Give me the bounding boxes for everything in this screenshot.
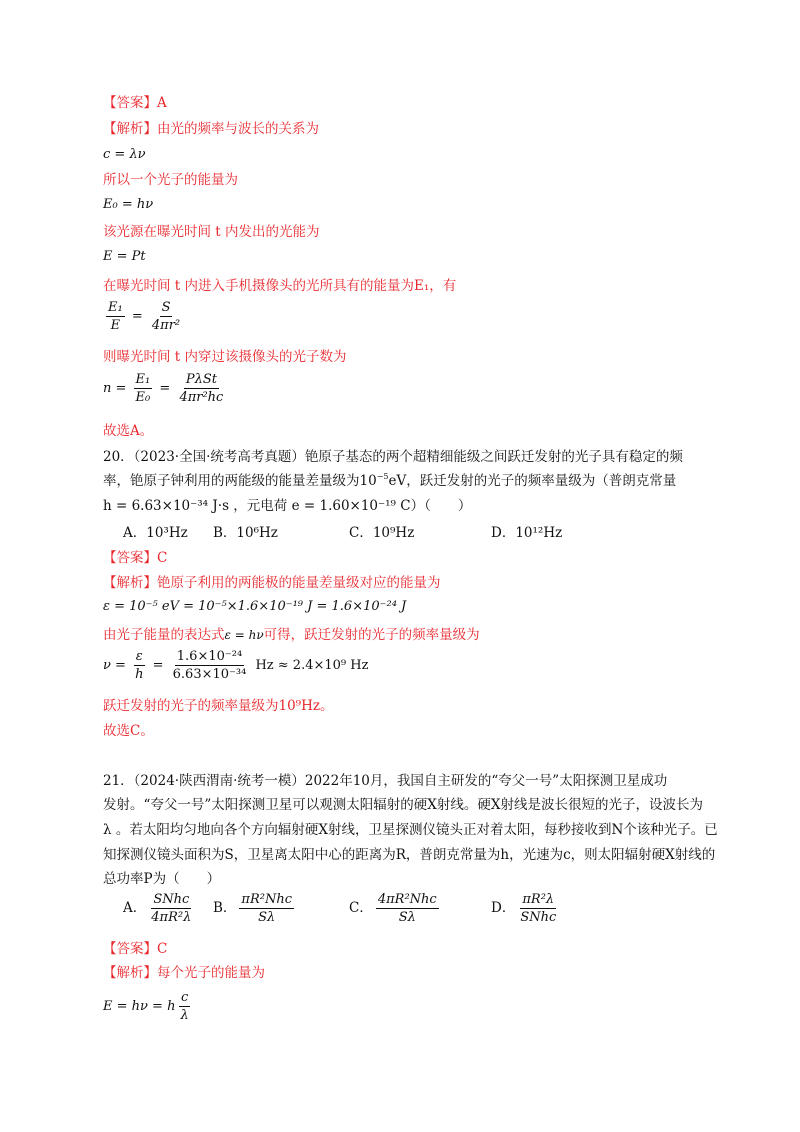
- q20-analysis: [103, 574, 441, 592]
- q20-stem-line1: 20．（2023·全国·统考高考真题）铯原子基态的两个超精细能级之间跃迁发射的光子具有稳定的频: [103, 449, 683, 465]
- fraction: $\frac{\text{πR²λ}}{\text{SNhc}}$: [520, 892, 557, 925]
- q20-option-b: B．10⁶Hz: [213, 525, 278, 541]
- q21-option-b: B． $\frac{\text{πR²Nhc}}{S\lambda}$: [213, 892, 292, 925]
- q21-option-d: D． $\frac{\text{πR²λ}}{\text{SNhc}}$: [491, 892, 557, 925]
- q21-stem-line1: 21．（2024·陕西渭南·统考一模）2022年10月，我国自主研发的“夸父一号”太阳探测卫星成功: [103, 773, 668, 789]
- q21-analysis: [103, 964, 265, 982]
- fraction: $\frac{\text{πR²Nhc}}{S\lambda}$: [241, 892, 292, 925]
- q20-option-d: D．10¹²Hz: [491, 525, 563, 541]
- q19-analysis: [103, 120, 319, 138]
- q20-option-c: C．10⁹Hz: [349, 525, 415, 541]
- q20-eq-nu: ν = $\frac{\varepsilon}{h}$ = $\frac{\text{1.6×10⁻²⁴}}{\text{6.63×10⁻³⁴}}$ Hz ≈ 2.4×10⁹ Hz: [103, 649, 369, 682]
- analysis-label: 【解析】: [103, 121, 157, 137]
- fraction: $\frac{\text{PλSt}}{\text{4πr²hc}}$: [179, 372, 224, 405]
- analysis-text: 由光的频率与波长的关系为: [157, 121, 319, 137]
- q21-option-a: A． $\frac{\text{SNhc}}{\text{4πR²λ}}$: [123, 892, 192, 925]
- q19-eq-c-lambda-nu: c = λν: [103, 147, 146, 162]
- q19-text-light-energy: 该光源在曝光时间 t 内发出的光能为: [103, 224, 320, 240]
- q19-eq-e0: E₀ = hν: [103, 197, 154, 212]
- fraction: $\frac{\text{1.6×10⁻²⁴}}{\text{6.63×10⁻³⁴}}$: [172, 649, 247, 682]
- fraction: $\frac{\varepsilon}{h}$: [135, 649, 144, 682]
- q19-eq-e-pt: E = Pt: [103, 249, 146, 264]
- analysis-text: 每个光子的能量为: [157, 965, 265, 981]
- q20-answer: 【答案】C: [103, 550, 168, 566]
- q19-answer: 【答案】A: [103, 95, 167, 111]
- q20-stem-line2: 率，铯原子钟利用的两能级的能量差量级为$10^{-5}eV$，跃迁发射的光子的频率量级为（普朗克常量: [103, 472, 677, 489]
- q19-eq-ratio: $\frac{\text{E₁}}{E}$ = $\frac{S}{\text{4πr²}}$: [108, 300, 181, 333]
- fraction: $\frac{\text{4πR²Nhc}}{S\lambda}$: [377, 892, 437, 925]
- q20-text-result: 跃迁发射的光子的频率量级为10⁹Hz。: [103, 698, 334, 714]
- q19-text-photon-count: 则曝光时间 t 内穿过该摄像头的光子数为: [103, 349, 347, 365]
- q19-eq-n: n = $\frac{\text{E₁}}{\text{E₀}}$ = $\frac{\text{PλSt}}{\text{4πr²hc}}$: [103, 372, 224, 405]
- q21-option-c: C． $\frac{\text{4πR²Nhc}}{S\lambda}$: [349, 892, 437, 925]
- q21-stem-line3: λ 。若太阳均匀地向各个方向辐射硬X射线，卫星探测仪镜头正对着太阳，每秒接收到N个该种光子。已: [103, 822, 718, 838]
- q21-answer: 【答案】C: [103, 941, 168, 957]
- q20-text-expression: 由光子能量的表达式ε = hν可得，跃迁发射的光子的频率量级为: [103, 627, 480, 643]
- q20-stem-line3: h = 6.63×10⁻³⁴ J·s ，元电荷 e = 1.60×10⁻¹⁹ C）（ ）: [103, 498, 472, 514]
- q19-text-photon-energy: 所以一个光子的能量为: [103, 172, 238, 188]
- q21-eq-photon-energy: E = hν = h $\frac{c}{\lambda}$: [103, 990, 189, 1023]
- analysis-label: 【解析】: [103, 965, 157, 981]
- analysis-text: 铯原子利用的两能极的能量差量级对应的能量为: [157, 575, 441, 591]
- fraction: $\frac{\text{E₁}}{\text{E₀}}$: [135, 372, 151, 405]
- q21-stem-line5: 总功率P为（ ）: [103, 871, 221, 887]
- fraction: $\frac{S}{\text{4πr²}}$: [151, 300, 181, 333]
- fraction: $\frac{\text{E₁}}{E}$: [108, 300, 123, 333]
- q20-eq-epsilon: ε = 10⁻⁵ eV = 10⁻⁵×1.6×10⁻¹⁹ J = 1.6×10⁻²⁴ J: [103, 599, 407, 614]
- q19-text-e1: 在曝光时间 t 内进入手机摄像头的光所具有的能量为E₁，有: [103, 278, 457, 294]
- q19-conclusion: 故选A。: [103, 423, 154, 439]
- analysis-label: 【解析】: [103, 575, 157, 591]
- q20-option-a: A．10³Hz: [123, 525, 188, 541]
- fraction: $\frac{\text{SNhc}}{\text{4πR²λ}}$: [151, 892, 192, 925]
- q21-stem-line4: 知探测仪镜头面积为S，卫星离太阳中心的距离为R，普朗克常量为h，光速为c，则太阳辐射硬X射线的: [103, 847, 716, 863]
- q20-conclusion: 故选C。: [103, 723, 154, 739]
- fraction: $\frac{c}{\lambda}$: [180, 990, 189, 1023]
- q21-stem-line2: 发射。“夸父一号”太阳探测卫星可以观测太阳辐射的硬X射线。硬X射线是波长很短的光子，设波长为: [103, 797, 704, 813]
